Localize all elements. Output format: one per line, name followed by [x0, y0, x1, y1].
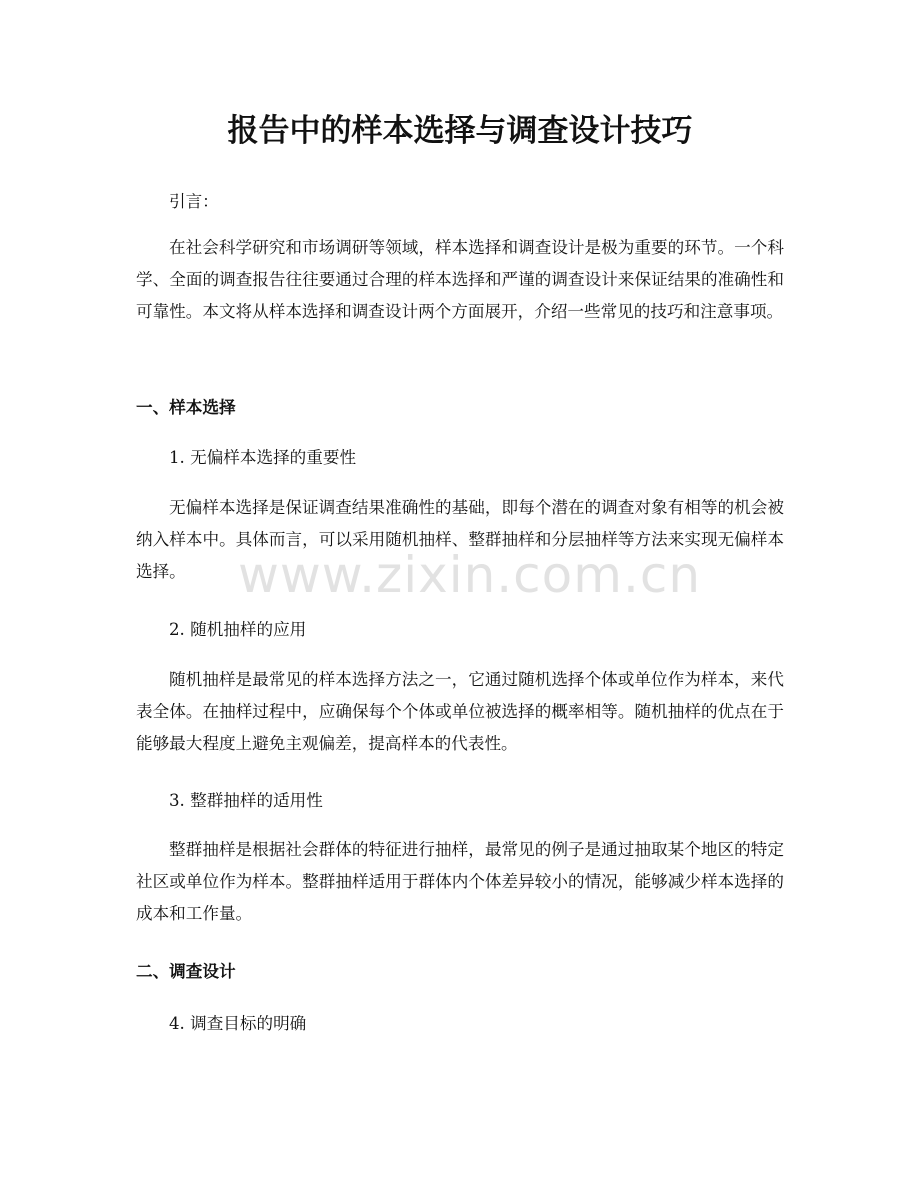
intro-paragraph: 在社会科学研究和市场调研等领域，样本选择和调查设计是极为重要的环节。一个科学、全面的调查报告往往要通过合理的样本选择和严谨的调查设计来保证结果的准确性和可靠性。本文将从样本选择和调查设计两个方面展开，介绍一些常见的技巧和注意事项。 [136, 238, 784, 321]
section-heading-survey-design: 二、调查设计 [136, 962, 236, 981]
subsection-body: 随机抽样是最常见的样本选择方法之一，它通过随机选择个体或单位作为样本，来代表全体。在抽样过程中，应确保每个个体或单位被选择的概率相等。随机抽样的优点在于能够最大程度上避免主观偏差，提高样本的代表性。 [136, 670, 784, 753]
section-heading-sample-selection: 一、样本选择 [136, 398, 236, 417]
watermark: www.zixin.com.cn [238, 546, 702, 604]
document-title: 报告中的样本选择与调查设计技巧 [227, 113, 693, 149]
subsection-title: 1. 无偏样本选择的重要性 [169, 448, 357, 467]
subsection-title: 2. 随机抽样的应用 [169, 620, 307, 639]
subsection-title: 3. 整群抽样的适用性 [169, 791, 323, 810]
subsection-body: 整群抽样是根据社会群体的特征进行抽样，最常见的例子是通过抽取某个地区的特定社区或单位作为样本。整群抽样适用于群体内个体差异较小的情况，能够减少样本选择的成本和工作量。 [136, 840, 784, 923]
subsection-title: 4. 调查目标的明确 [169, 1014, 307, 1033]
subsection-body: 无偏样本选择是保证调查结果准确性的基础，即每个潜在的调查对象有相等的机会被纳入样本中。具体而言，可以采用随机抽样、整群抽样和分层抽样等方法来实现无偏样本选择。 [136, 498, 784, 581]
intro-label: 引言： [169, 192, 219, 211]
